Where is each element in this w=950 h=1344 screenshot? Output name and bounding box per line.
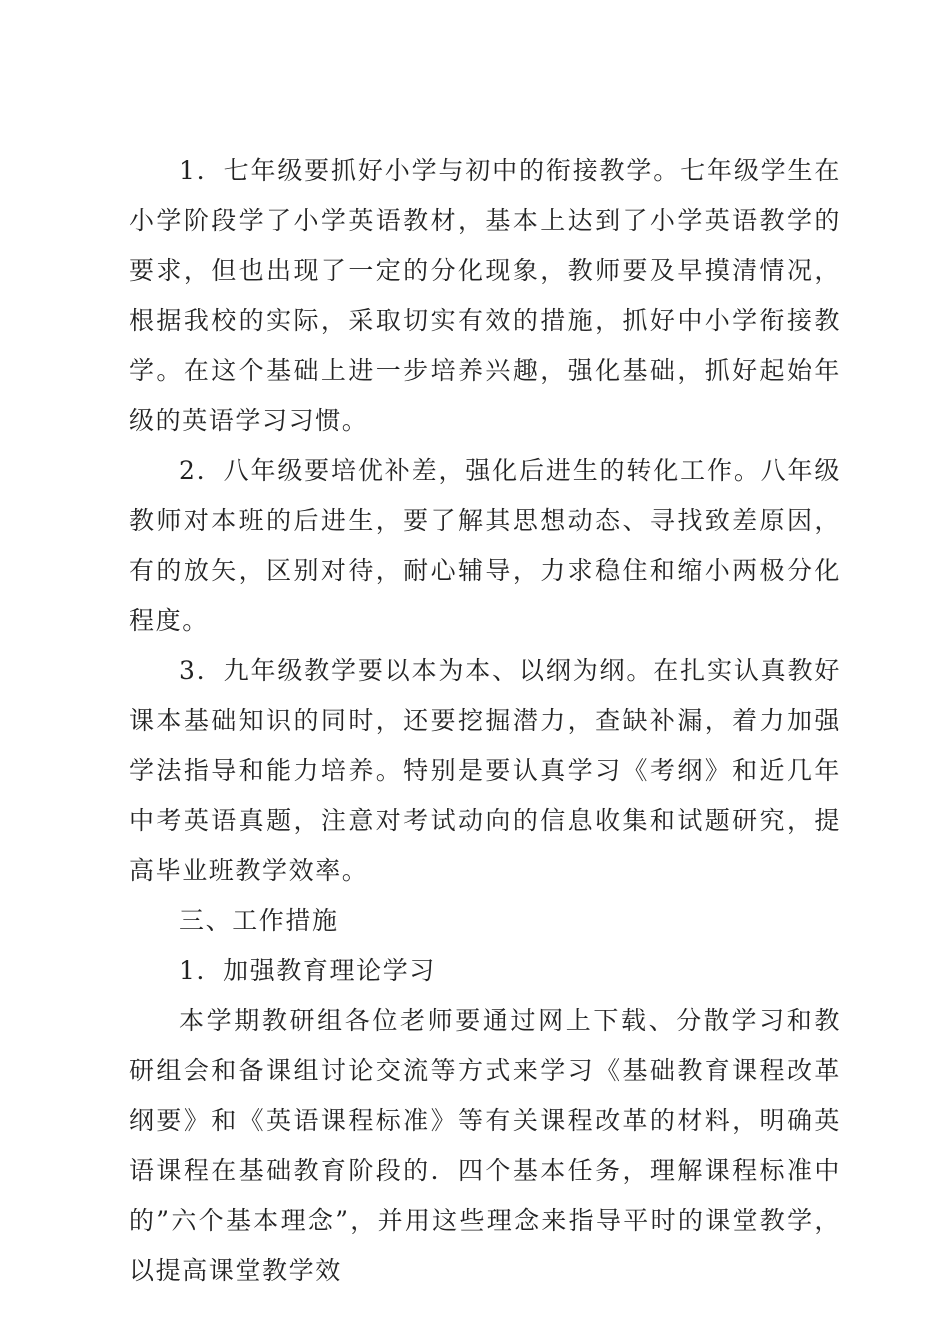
subheading-theory-study: 1．加强教育理论学习 <box>179 956 436 985</box>
paragraph-grade9: 3．九年级教学要以本为本、以纲为纲。在扎实认真教好课本基础知识的同时，还要挖掘潜力，查缺补漏，着力加强学法指导和能力培养。特别是要认真学习《考纲》和近几年中考英语真题，注意对考试动向的信息收集和试题研究，提高毕业班教学效率。 <box>129 656 841 885</box>
document-body <box>129 146 841 1296</box>
paragraph-grade7: 1．七年级要抓好小学与初中的衔接教学。七年级学生在小学阶段学了小学英语教材，基本上达到了小学英语教学的要求，但也出现了一定的分化现象，教师要及早摸清情况，根据我校的实际，采取切实有效的措施，抓好中小学衔接教学。在这个基础上进一步培养兴趣，强化基础，抓好起始年级的英语学习习惯。 <box>129 156 841 435</box>
section-heading-measures: 三、工作措施 <box>179 906 339 935</box>
paragraph-theory-study: 本学期教研组各位老师要通过网上下载、分散学习和教研组会和备课组讨论交流等方式来学习《基础教育课程改革纲要》和《英语课程标准》等有关课程改革的材料，明确英语课程在基础教育阶段的．四个基本任务，理解课程标准中的”六个基本理念”，并用这些理念来指导平时的课堂教学，以提高课堂教学效 <box>129 1006 841 1285</box>
paragraph-grade8: 2．八年级要培优补差，强化后进生的转化工作。八年级教师对本班的后进生，要了解其思想动态、寻找致差原因，有的放矢，区别对待，耐心辅导，力求稳住和缩小两极分化程度。 <box>129 456 841 635</box>
